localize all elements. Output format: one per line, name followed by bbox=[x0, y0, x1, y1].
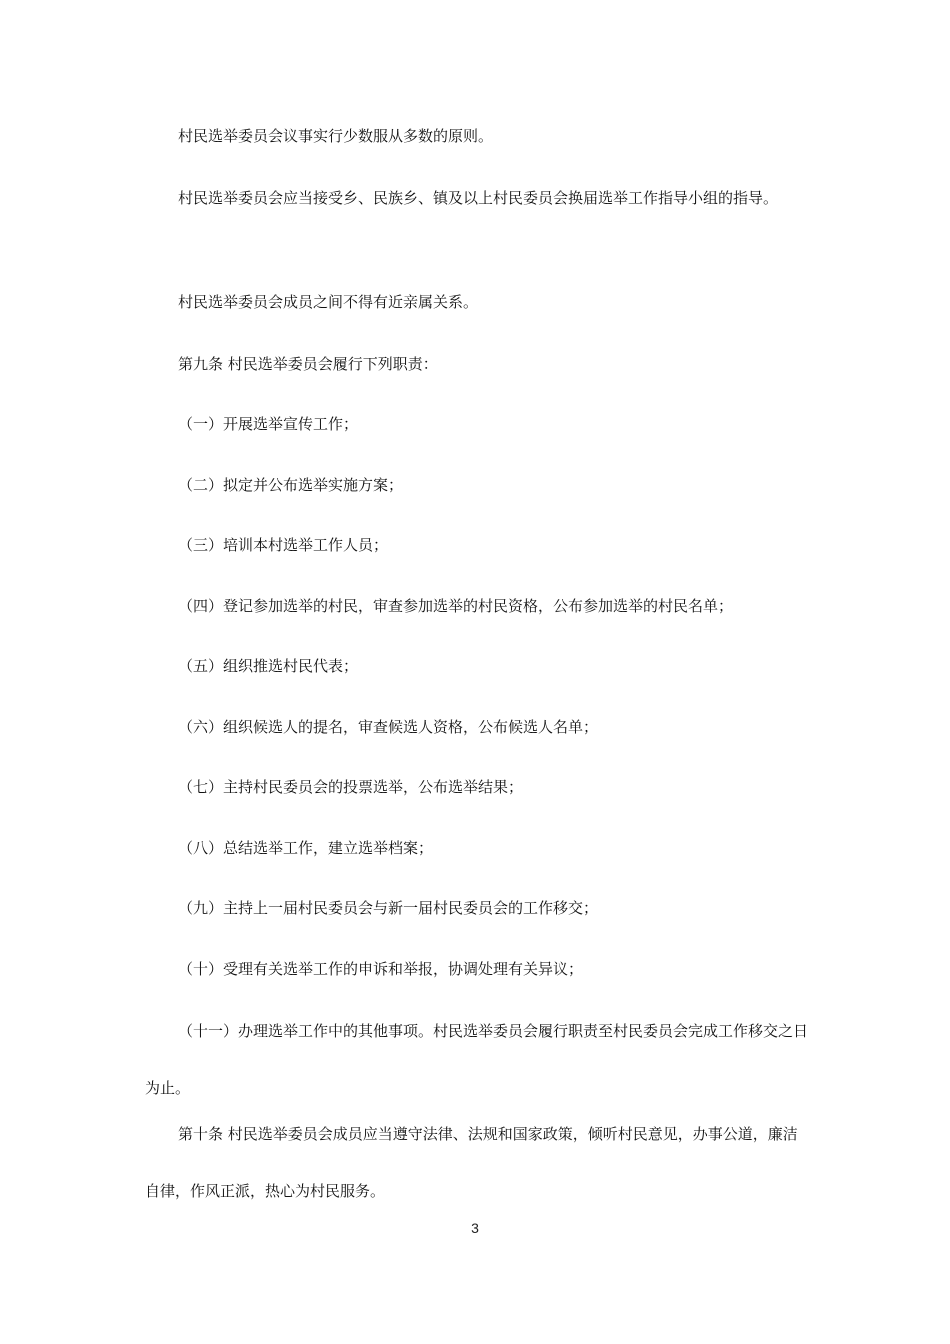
list-item-9: （九）主持上一届村民委员会与新一届村民委员会的工作移交； bbox=[178, 899, 599, 917]
list-item-7: （七）主持村民委员会的投票选举，公布选举结果； bbox=[178, 778, 524, 796]
page-number: 3 bbox=[471, 1220, 479, 1236]
list-item-5: （五）组织推选村民代表； bbox=[178, 657, 359, 675]
article-9-heading: 第九条 村民选举委员会履行下列职责： bbox=[178, 355, 438, 373]
article-10-paragraph: 第十条 村民选举委员会成员应当遵守法律、法规和国家政策，倾听村民意见，办事公道，廉洁自律，作风正派，热心为村民服务。 bbox=[145, 1125, 798, 1200]
list-item-4: （四）登记参加选举的村民，审查参加选举的村民资格，公布参加选举的村民名单； bbox=[178, 597, 734, 615]
list-item-1: （一）开展选举宣传工作； bbox=[178, 415, 359, 433]
list-item-3: （三）培训本村选举工作人员； bbox=[178, 536, 389, 554]
paragraph-3: 村民选举委员会成员之间不得有近亲属关系。 bbox=[178, 293, 479, 311]
list-item-11: （十一）办理选举工作中的其他事项。村民选举委员会履行职责至村民委员会完成工作移交之日为止。 bbox=[145, 1022, 809, 1097]
paragraph-2: 村民选举委员会应当接受乡、民族乡、镇及以上村民委员会换届选举工作指导小组的指导。 bbox=[178, 189, 779, 207]
list-item-8: （八）总结选举工作，建立选举档案； bbox=[178, 839, 434, 857]
list-item-10: （十）受理有关选举工作的申诉和举报，协调处理有关异议； bbox=[178, 960, 584, 978]
list-item-6: （六）组织候选人的提名，审查候选人资格，公布候选人名单； bbox=[178, 718, 599, 736]
paragraph-1: 村民选举委员会议事实行少数服从多数的原则。 bbox=[178, 127, 494, 145]
list-item-2: （二）拟定并公布选举实施方案； bbox=[178, 476, 404, 494]
